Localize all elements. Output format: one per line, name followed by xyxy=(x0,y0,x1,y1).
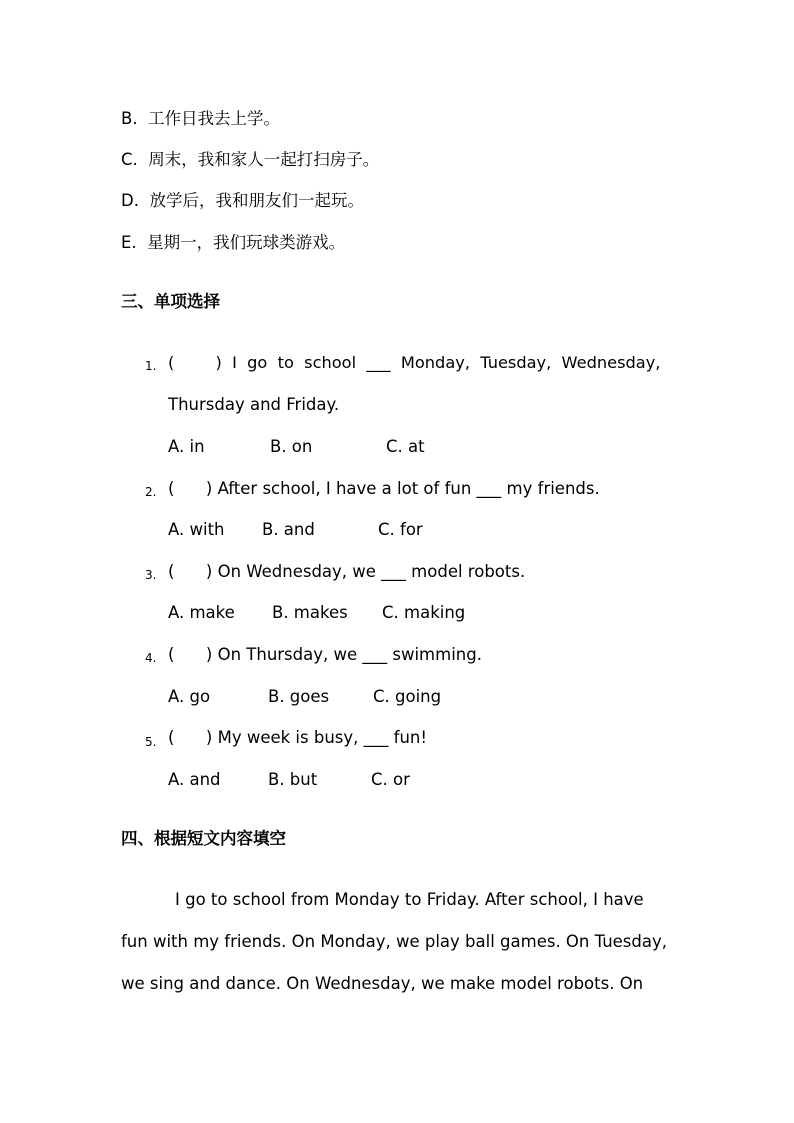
answer-option: C. or xyxy=(371,770,410,789)
answer-option: C. going xyxy=(373,687,442,706)
answer-option: A. and xyxy=(168,770,221,789)
section3-title: 三、单项选择 xyxy=(121,292,220,311)
answer-option: C. making xyxy=(382,603,466,622)
passage-line: we sing and dance. On Wednesday, we make model robots. On xyxy=(121,974,644,993)
question-stem: ( ) My week is busy, ___ fun! xyxy=(168,728,427,747)
question-number: 3. xyxy=(145,568,157,582)
answer-option: A. make xyxy=(168,603,235,622)
match-option-c: C. 周末，我和家人一起打扫房子。 xyxy=(121,150,380,169)
answer-option: B. makes xyxy=(272,603,348,622)
question-number: 1. xyxy=(145,359,157,373)
question-stem: ( ) After school, I have a lot of fun ___ my friends. xyxy=(168,479,600,498)
section4-title: 四、根据短文内容填空 xyxy=(121,829,286,848)
passage-line: I go to school from Monday to Friday. After school, I have xyxy=(175,890,644,909)
question-stem: ( ) On Thursday, we ___ swimming. xyxy=(168,645,482,664)
answer-option: B. and xyxy=(262,520,315,539)
match-option-e: E. 星期一，我们玩球类游戏。 xyxy=(121,233,346,252)
answer-option: C. for xyxy=(378,520,423,539)
answer-option: A. go xyxy=(168,687,211,706)
answer-option: B. goes xyxy=(268,687,330,706)
answer-option: A. in xyxy=(168,437,205,456)
passage-line: fun with my friends. On Monday, we play ball games. On Tuesday, xyxy=(121,932,667,951)
question-stem: ( ) On Wednesday, we ___ model robots. xyxy=(168,562,526,581)
question-number: 5. xyxy=(145,735,157,749)
match-option-b: B. 工作日我去上学。 xyxy=(121,109,281,128)
question-stem-continued: Thursday and Friday. xyxy=(168,395,340,414)
match-option-d: D. 放学后，我和朋友们一起玩。 xyxy=(121,191,364,210)
answer-option: B. but xyxy=(268,770,318,789)
answer-option: B. on xyxy=(270,437,313,456)
answer-option: A. with xyxy=(168,520,225,539)
question-number: 2. xyxy=(145,485,157,499)
answer-option: C. at xyxy=(386,437,425,456)
question-number: 4. xyxy=(145,651,157,665)
question-stem: ( ) I go to school ___ Monday, Tuesday, Wednesday, xyxy=(168,353,661,372)
